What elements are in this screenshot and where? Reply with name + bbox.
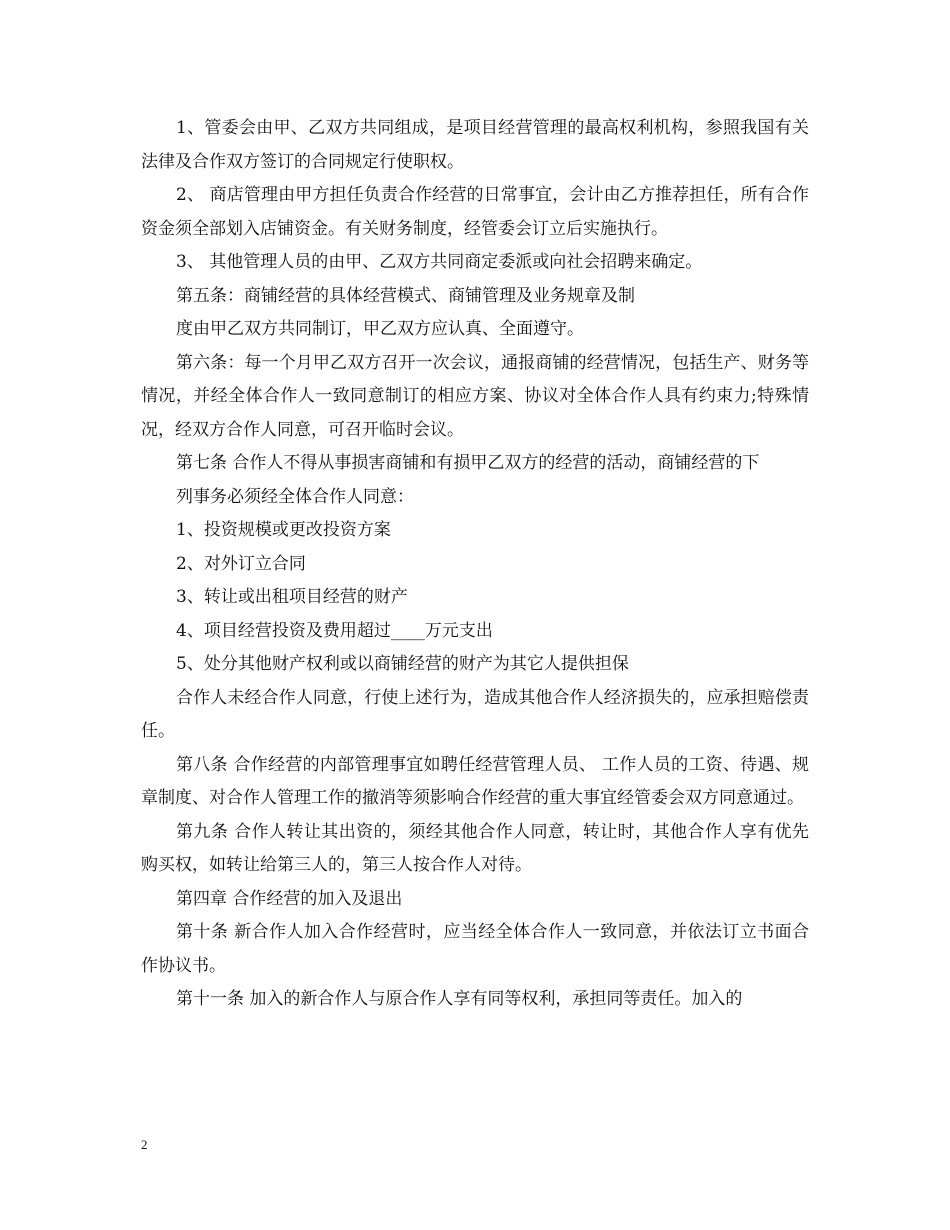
paragraph: 度由甲乙双方共同制订，甲乙双方应认真、全面遵守。 xyxy=(176,319,584,339)
paragraph: 列事务必须经全体合作人同意： xyxy=(176,486,414,507)
paragraph: 第十一条 加入的新合作人与原合作人享有同等权利，承担同等责任。加入的 xyxy=(176,989,743,1009)
paragraph: 第七条 合作人不得从事损害商铺和有损甲乙双方的经营的活动，商铺经营的下 xyxy=(176,453,760,473)
list-item: 4、项目经营投资及费用超过____万元支出 xyxy=(176,620,493,641)
paragraph: 第十条 新合作人加入合作经营时，应当经全体合作人一致同意，并依法订立书面合作协议书。 xyxy=(141,922,809,976)
paragraph: 2、 商店管理由甲方担任负责合作经营的日常事宜，会计由乙方推荐担任，所有合作资金须全部划入店铺资金。有关财务制度，经管委会订立后实施执行。 xyxy=(141,185,809,239)
paragraph: 第五条：商铺经营的具体经营模式、商铺管理及业务规章及制 xyxy=(176,285,635,306)
paragraph: 1、管委会由甲、乙双方共同组成，是项目经营管理的最高权利机构，参照我国有关法律及合作双方签订的合同规定行使职权。 xyxy=(141,118,809,172)
paragraph: 第八条 合作经营的内部管理事宜如聘任经营管理人员、 工作人员的工资、待遇、规章制度、对合作人管理工作的撤消等须影响合作经营的重大事宜经管委会双方同意通过。 xyxy=(141,754,809,808)
list-item: 5、处分其他财产权利或以商铺经营的财产为其它人提供担保 xyxy=(176,654,629,674)
list-item: 1、投资规模或更改投资方案 xyxy=(176,520,391,540)
list-item: 3、转让或出租项目经营的财产 xyxy=(176,587,408,607)
paragraph: 3、 其他管理人员的由甲、乙双方共同商定委派或向社会招聘来确定。 xyxy=(176,252,703,272)
chapter-heading: 第四章 合作经营的加入及退出 xyxy=(176,888,403,909)
paragraph: 第六条：每一个月甲乙双方召开一次会议，通报商铺的经营情况，包括生产、财务等情况，并经全体合作人一致同意制订的相应方案、协议对全体合作人具有约束力;特殊情况，经双方合作人同意，可召开临时会议。 xyxy=(141,352,809,440)
document-body xyxy=(141,112,809,1017)
paragraph: 第九条 合作人转让其出资的，须经其他合作人同意，转让时，其他合作人享有优先购买权，如转让给第三人的，第三人按合作人对待。 xyxy=(141,821,809,875)
paragraph: 合作人未经合作人同意，行使上述行为，造成其他合作人经济损失的，应承担赔偿责任。 xyxy=(141,687,809,741)
page-number: 2 xyxy=(141,1137,148,1152)
list-item: 2、对外订立合同 xyxy=(176,553,306,574)
